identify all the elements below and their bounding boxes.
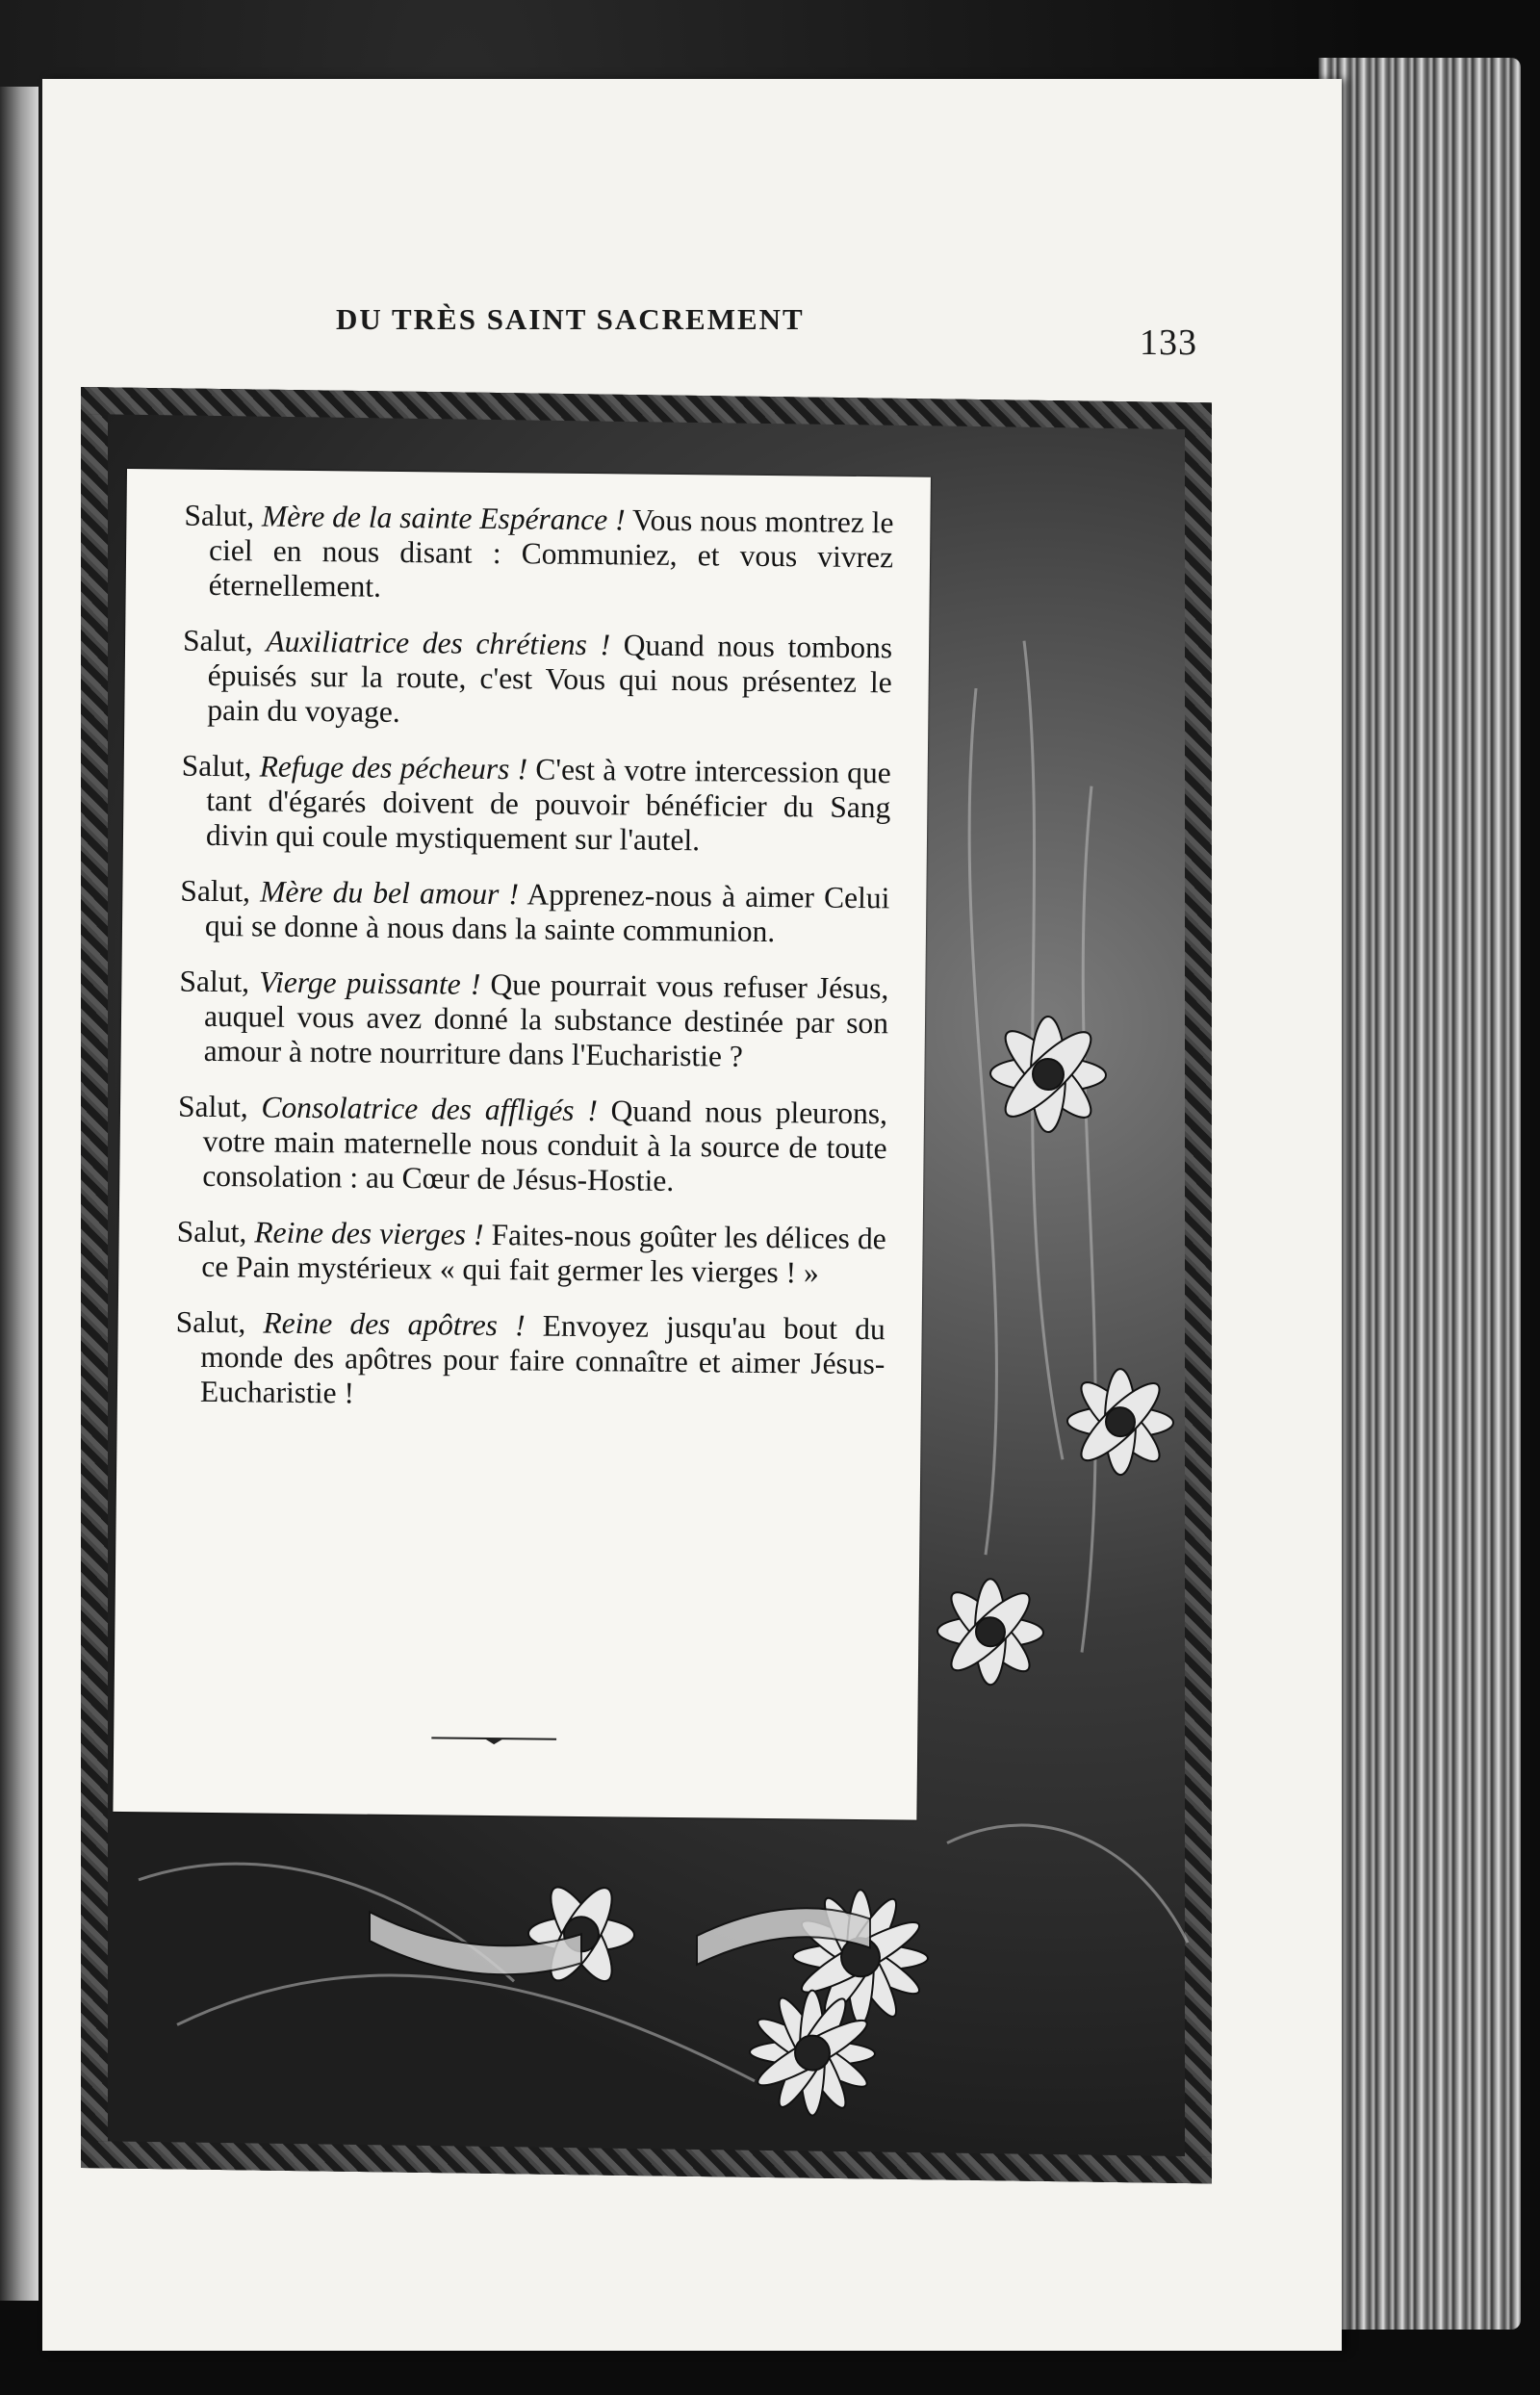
stanza-lead: Salut, bbox=[175, 1304, 246, 1340]
stanza-lead: Salut, bbox=[176, 1214, 247, 1249]
stanza-text: Quand nous pleurons, votre main maternelle nous conduit à la source de toute consolation : au Cœur de Jésus-Hostie. bbox=[202, 1094, 888, 1198]
stanza-text: Faites-nous goûter les délices de ce Pain mystérieux « qui fait germer les vierges ! » bbox=[201, 1218, 886, 1290]
stanza-text: Envoyez jusqu'au bout du monde des apôtres pour faire connaître et aimer Jésus-Eucharistie ! bbox=[199, 1308, 886, 1410]
stanza-lead: Salut, bbox=[182, 623, 253, 658]
stanza-text: C'est à votre intercession que tant d'égarés doivent de pouvoir bénéficier du Sang divin qui coule mystiquement sur l'autel. bbox=[205, 752, 891, 858]
stanza-text: Quand nous tombons épuisés sur la route, c'est Vous qui nous présentez le pain du voyage. bbox=[207, 628, 893, 729]
litany-stanza bbox=[177, 1090, 887, 1201]
litany-stanza bbox=[175, 1305, 886, 1417]
stanza-lead: Salut, bbox=[180, 873, 251, 909]
book-page bbox=[42, 79, 1342, 2351]
litany-stanza bbox=[181, 749, 891, 861]
stanza-title: Vierge puissante ! bbox=[258, 965, 481, 1001]
litany-stanza bbox=[180, 874, 890, 951]
stanza-lead: Salut, bbox=[181, 748, 252, 784]
litany-stanza bbox=[176, 1215, 886, 1292]
stanza-title: Mère de la sainte Espérance ! bbox=[261, 499, 626, 537]
stanza-text: Que pourrait vous refuser Jésus, auquel vous avez donné la substance destinée par son amour à notre nourriture dans l'Eucharistie ? bbox=[203, 966, 889, 1073]
litany-stanza bbox=[184, 499, 894, 610]
tailpiece-ornament-icon bbox=[431, 1733, 556, 1745]
stanza-lead: Salut, bbox=[177, 1089, 248, 1124]
litany bbox=[117, 498, 931, 1417]
litany-stanza bbox=[182, 624, 892, 735]
stanza-title: Refuge des pécheurs ! bbox=[259, 749, 528, 786]
stanza-text: Apprenez-nous à aimer Celui qui se donne à nous dans la sainte communion. bbox=[204, 877, 890, 949]
stanza-lead: Salut, bbox=[184, 498, 255, 533]
facing-page-edge bbox=[0, 87, 38, 2301]
stanza-title: Consolatrice des affligés ! bbox=[261, 1090, 599, 1128]
stanza-title: Reine des apôtres ! bbox=[263, 1305, 526, 1343]
stanza-title: Reine des vierges ! bbox=[254, 1215, 484, 1251]
running-title: DU TRÈS SAINT SACREMENT bbox=[336, 302, 805, 336]
litany-stanza bbox=[178, 965, 888, 1076]
stanza-lead: Salut, bbox=[179, 964, 250, 999]
stanza-title: Auxiliatrice des chrétiens ! bbox=[266, 624, 611, 662]
page-number: 133 bbox=[1140, 322, 1197, 363]
page-stack-edges bbox=[1319, 58, 1521, 2330]
text-panel bbox=[113, 469, 931, 1820]
stanza-text: Vous nous montrez le ciel en nous disant : Communiez, et vous vivrez éternellement. bbox=[208, 502, 894, 604]
stanza-title: Mère du bel amour ! bbox=[260, 874, 520, 912]
